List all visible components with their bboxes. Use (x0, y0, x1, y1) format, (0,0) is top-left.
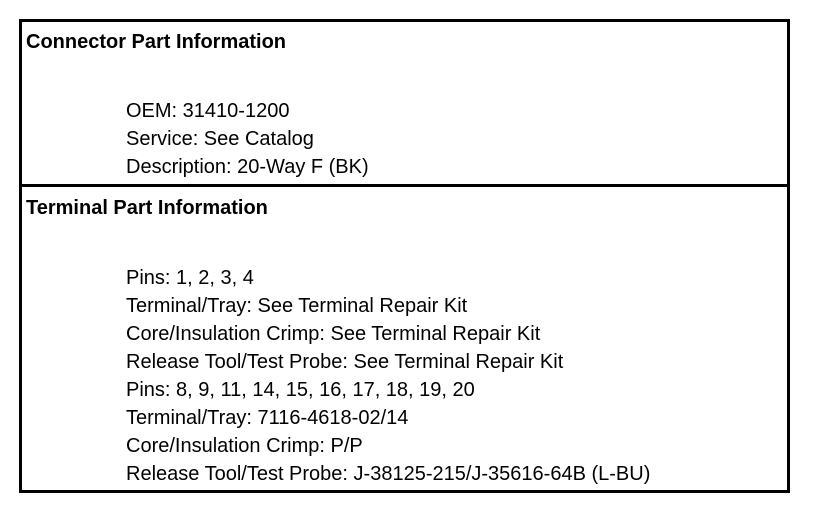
terminal-part-section (22, 187, 787, 490)
terminal-crimp-line: Core/Insulation Crimp: P/P (126, 435, 363, 457)
connector-part-section (22, 22, 787, 185)
terminal-pins-line: Pins: 8, 9, 11, 14, 15, 16, 17, 18, 19, 20 (126, 379, 475, 401)
connector-service-line: Service: See Catalog (126, 128, 314, 150)
terminal-release-tool-line: Release Tool/Test Probe: J-38125-215/J-35616-64B (L-BU) (126, 463, 651, 485)
connector-oem-line: OEM: 31410-1200 (126, 100, 290, 122)
terminal-part-heading: Terminal Part Information (26, 197, 268, 219)
terminal-tray-line: Terminal/Tray: See Terminal Repair Kit (126, 295, 468, 317)
connector-part-details (126, 97, 369, 181)
connector-description-line: Description: 20-Way F (BK) (126, 156, 369, 178)
terminal-tray-line: Terminal/Tray: 7116-4618-02/14 (126, 407, 409, 429)
connector-part-heading: Connector Part Information (26, 31, 287, 53)
part-info-table (19, 19, 790, 493)
terminal-crimp-line: Core/Insulation Crimp: See Terminal Repair Kit (126, 323, 541, 345)
terminal-pins-line: Pins: 1, 2, 3, 4 (126, 267, 254, 289)
terminal-release-tool-line: Release Tool/Test Probe: See Terminal Repair Kit (126, 351, 564, 373)
terminal-part-details (126, 264, 650, 488)
